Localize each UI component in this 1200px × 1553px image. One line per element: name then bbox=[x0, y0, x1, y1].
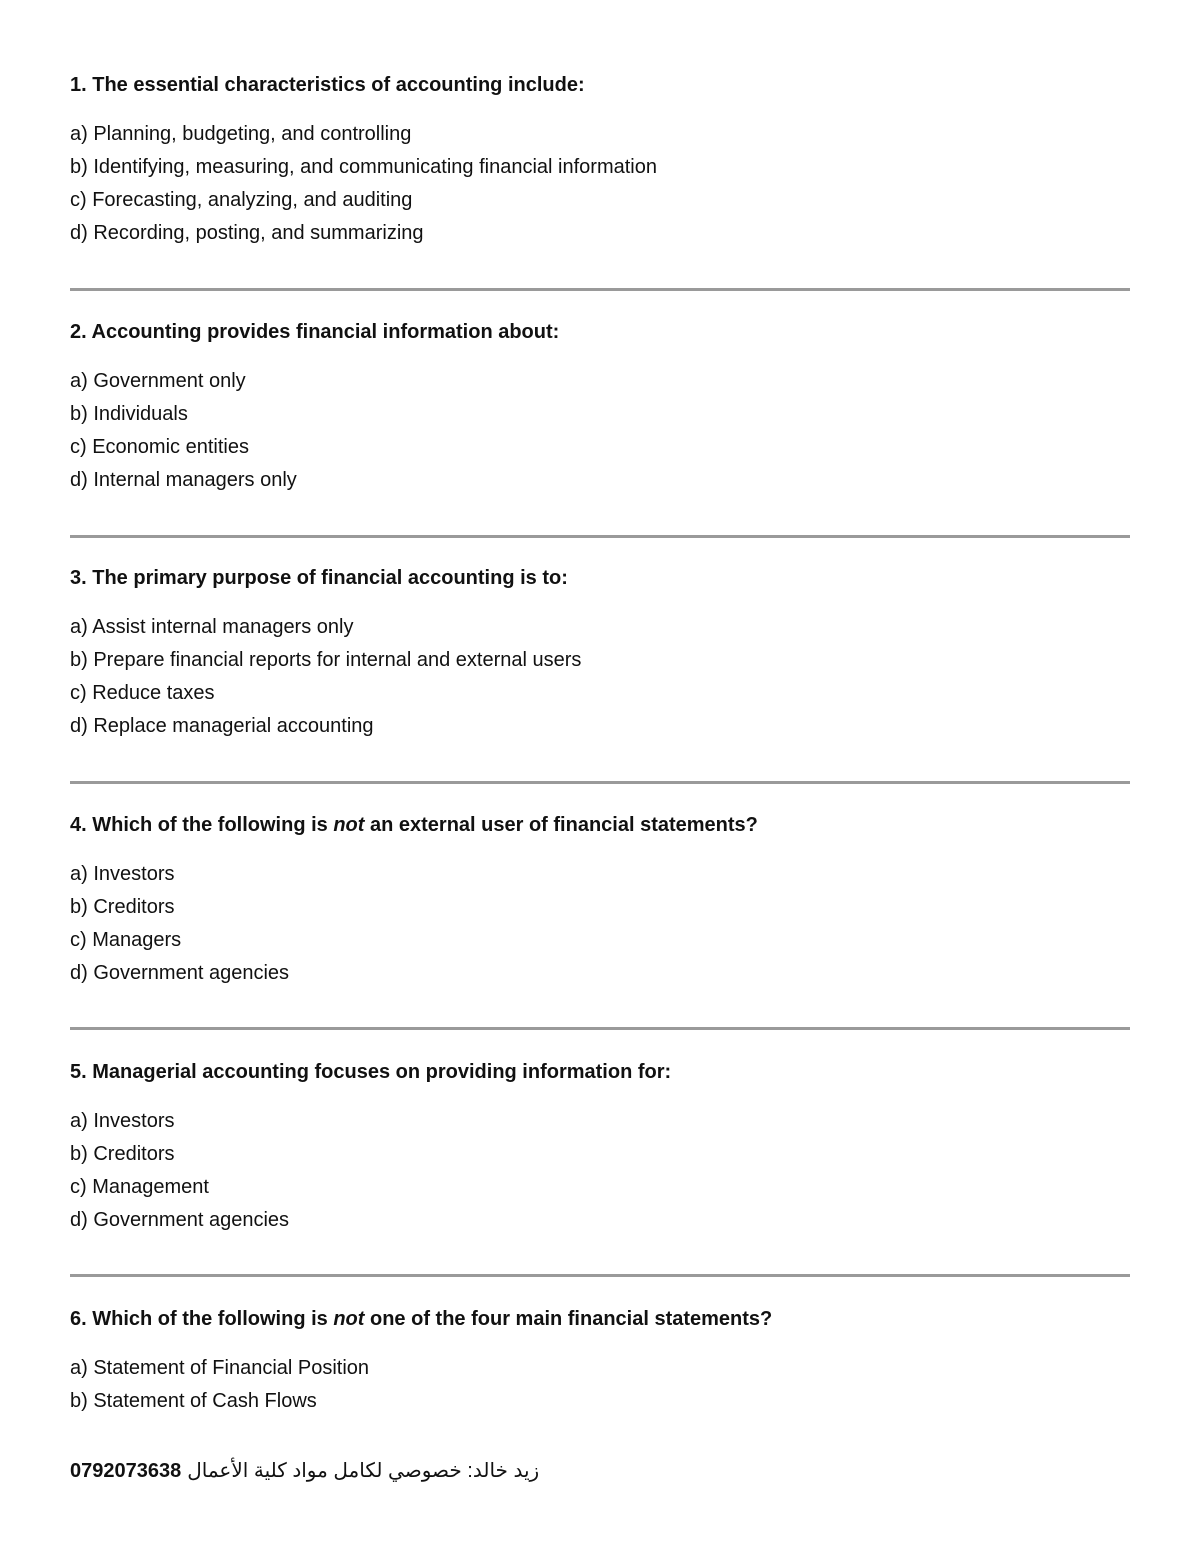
question-text: Which of the following is bbox=[92, 1308, 334, 1330]
question-title bbox=[70, 563, 1130, 593]
question-number: 3. bbox=[70, 567, 87, 589]
question-3 bbox=[70, 563, 1130, 743]
question-title bbox=[70, 1057, 1130, 1087]
question-text-end: one of the four main financial statements? bbox=[364, 1308, 773, 1330]
page-footer bbox=[70, 1456, 539, 1486]
footer-arabic-text: زيد خالد: خصوصي لكامل مواد كلية الأعمال bbox=[187, 1460, 540, 1482]
answer-option-d: d) Replace managerial accounting bbox=[70, 715, 374, 737]
question-text: The primary purpose of financial accounting is to: bbox=[92, 567, 568, 589]
question-number: 1. bbox=[70, 74, 87, 96]
question-6 bbox=[70, 1304, 1130, 1418]
answer-option-d: d) Government agencies bbox=[70, 1209, 290, 1231]
question-number: 2. bbox=[70, 321, 87, 343]
question-1 bbox=[70, 70, 1130, 250]
answer-option-d: d) Recording, posting, and summarizing bbox=[70, 222, 424, 244]
answer-option-d: d) Government agencies bbox=[70, 962, 290, 984]
answer-option-c: c) Economic entities bbox=[70, 436, 249, 458]
question-title bbox=[70, 1304, 1130, 1334]
question-2 bbox=[70, 317, 1130, 497]
section-divider bbox=[70, 288, 1130, 291]
question-number: 5. bbox=[70, 1061, 87, 1083]
answer-option-b: b) Individuals bbox=[70, 403, 188, 425]
question-text: Accounting provides financial information about: bbox=[91, 321, 560, 343]
question-emphasis: not bbox=[333, 1308, 365, 1330]
answer-option-a: a) Investors bbox=[70, 1110, 175, 1132]
answer-option-a: a) Government only bbox=[70, 370, 246, 392]
section-divider bbox=[70, 781, 1130, 784]
answer-option-b: b) Creditors bbox=[70, 896, 175, 918]
answer-option-c: c) Reduce taxes bbox=[70, 682, 215, 704]
answer-option-c: c) Management bbox=[70, 1176, 209, 1198]
question-number: 4. bbox=[70, 814, 87, 836]
answer-option-a: a) Assist internal managers only bbox=[70, 616, 354, 638]
answer-option-a: a) Planning, budgeting, and controlling bbox=[70, 123, 412, 145]
answer-option-d: d) Internal managers only bbox=[70, 469, 297, 491]
section-divider bbox=[70, 535, 1130, 538]
answer-option-b: b) Prepare financial reports for internal and external users bbox=[70, 649, 582, 671]
answer-option-b: b) Creditors bbox=[70, 1143, 175, 1165]
answer-option-b: b) Identifying, measuring, and communicating financial information bbox=[70, 156, 657, 178]
question-title bbox=[70, 810, 1130, 840]
answer-option-a: a) Investors bbox=[70, 863, 175, 885]
question-number: 6. bbox=[70, 1308, 87, 1330]
answer-option-a: a) Statement of Financial Position bbox=[70, 1357, 370, 1379]
question-text: Managerial accounting focuses on providing information for: bbox=[92, 1061, 672, 1083]
section-divider bbox=[70, 1274, 1130, 1277]
answer-option-b: b) Statement of Cash Flows bbox=[70, 1390, 317, 1412]
question-5 bbox=[70, 1057, 1130, 1237]
question-text: Which of the following is bbox=[92, 814, 334, 836]
section-divider bbox=[70, 1027, 1130, 1030]
question-title bbox=[70, 317, 1130, 347]
answer-option-c: c) Forecasting, analyzing, and auditing bbox=[70, 189, 413, 211]
question-text: The essential characteristics of accounting include: bbox=[92, 74, 585, 96]
footer-phone-number: 0792073638 bbox=[70, 1460, 182, 1482]
question-text-end: an external user of financial statements? bbox=[364, 814, 758, 836]
question-title bbox=[70, 70, 1130, 100]
question-4 bbox=[70, 810, 1130, 990]
answer-option-c: c) Managers bbox=[70, 929, 182, 951]
question-emphasis: not bbox=[333, 814, 365, 836]
